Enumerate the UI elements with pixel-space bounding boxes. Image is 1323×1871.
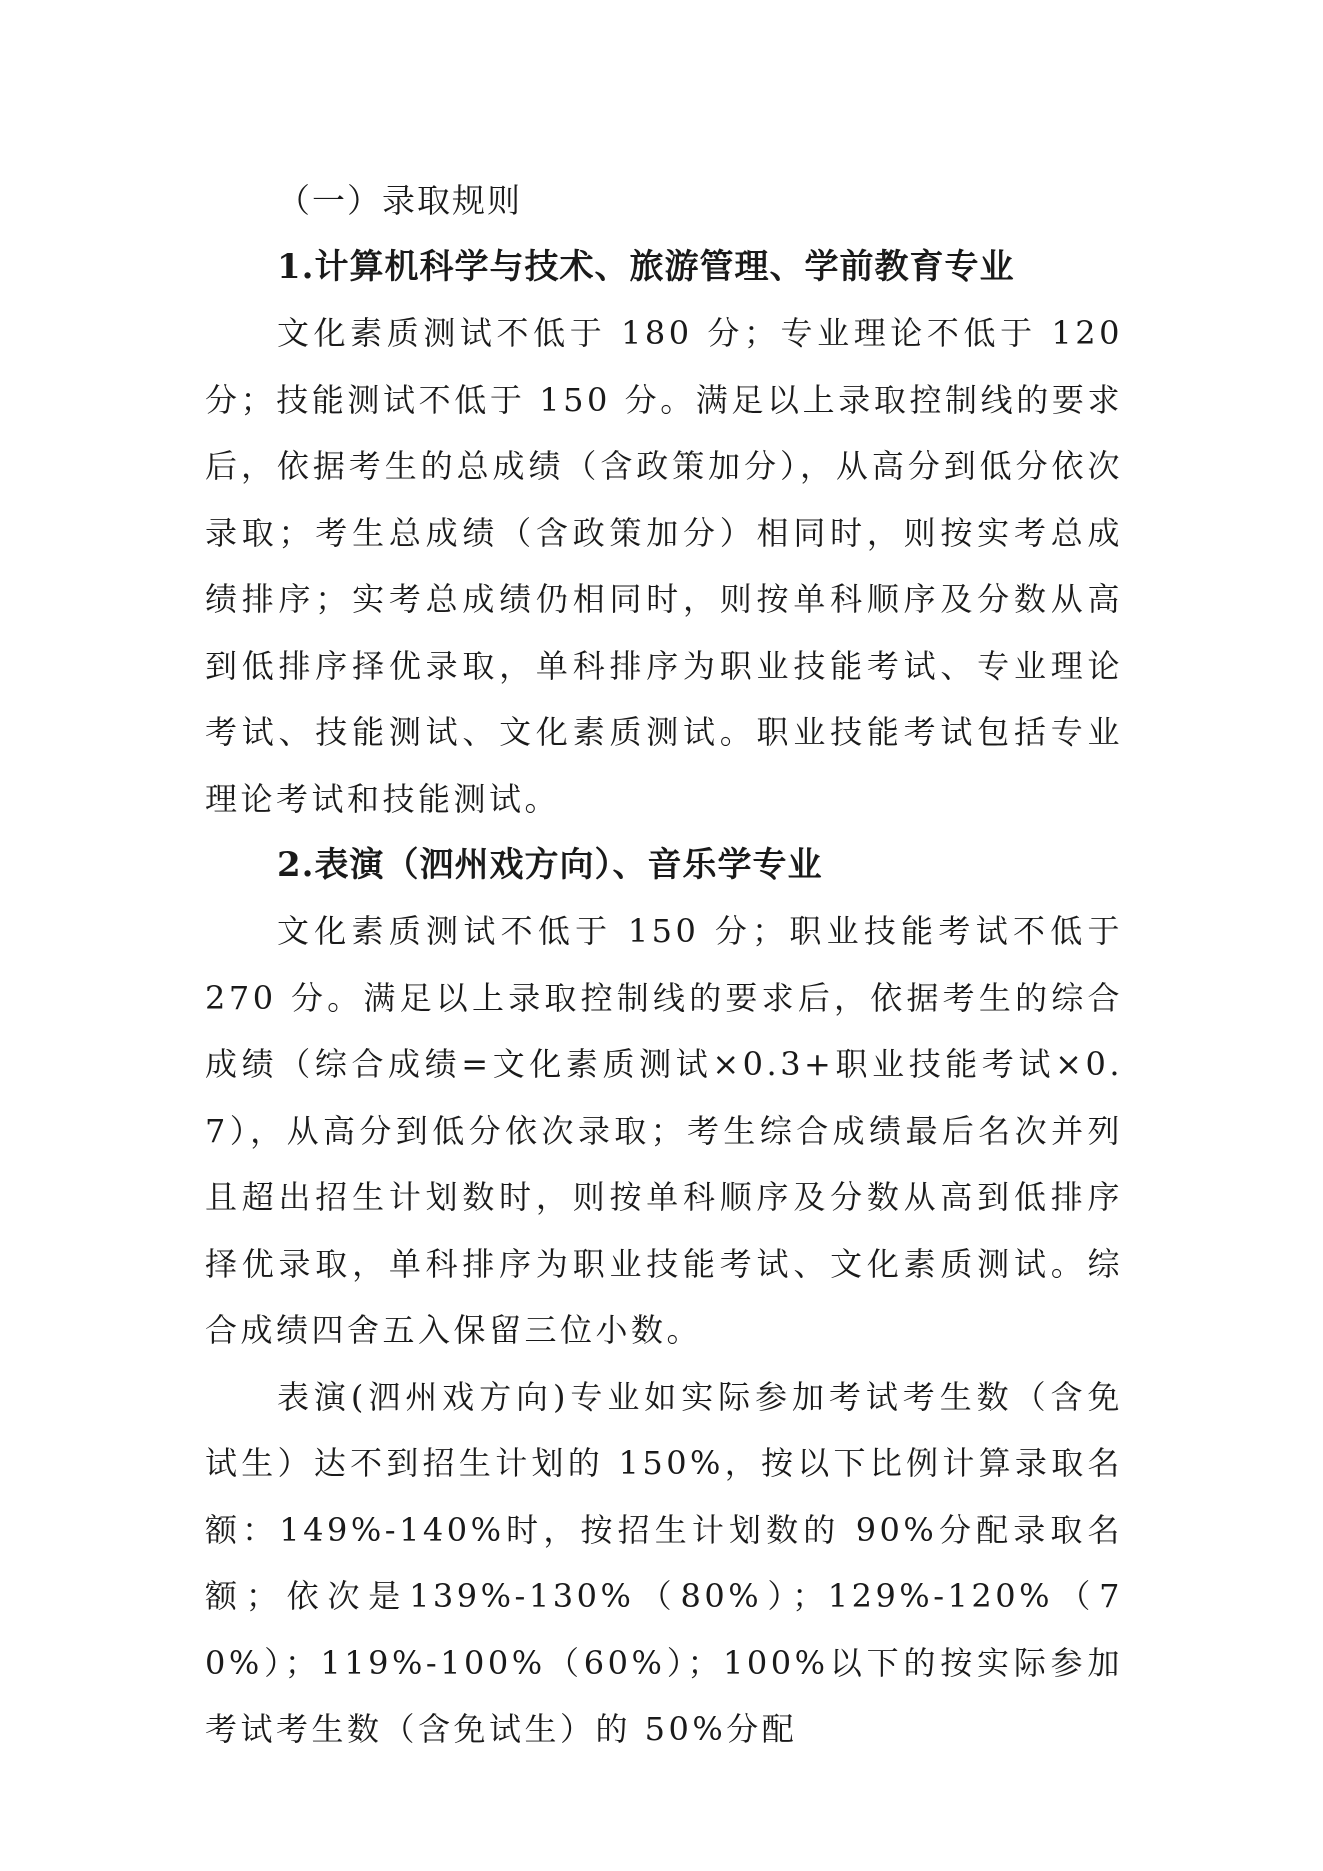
document-body [205,168,1123,1763]
paragraph-quota-ratio: 表演(泗州戏方向)专业如实际参加考试考生数（含免试生）达不到招生计划的 150%，按以下比例计算录取名额：149%-140%时，按招生计划数的 90%分配录取名额；依次是139%-130%（80%）；129%-120%（70%）；119%-100%（60%）；100%以下的按实际参加考试考生数（含免试生）的 50%分配 [205,1377,1123,1748]
subsection-heading-1: 1.计算机科学与技术、旅游管理、学前教育专业 [277,247,1015,287]
paragraph-admission-rule-2: 文化素质测试不低于 150 分；职业技能考试不低于 270 分。满足以上录取控制线的要求后，依据考生的综合成绩（综合成绩=文化素质测试×0.3+职业技能考试×0.7），从高分到低分依次录取；考生综合成绩最后名次并列且超出招生计划数时，则按单科顺序及分数从高到低排序择优录取，单科排序为职业技能考试、文化素质测试。综合成绩四舍五入保留三位小数。 [205,912,1123,1349]
section-heading: （一）录取规则 [277,181,522,220]
paragraph-admission-rule-1: 文化素质测试不低于 180 分；专业理论不低于 120 分；技能测试不低于 150 分。满足以上录取控制线的要求后，依据考生的总成绩（含政策加分），从高分到低分依次录取；考生总成绩（含政策加分）相同时，则按实考总成绩排序；实考总成绩仍相同时，则按单科顺序及分数从高到低排序择优录取，单科排序为职业技能考试、专业理论考试、技能测试、文化素质测试。职业技能考试包括专业理论考试和技能测试。 [205,314,1123,818]
subsection-heading-2: 2.表演（泗州戏方向）、音乐学专业 [277,845,823,885]
